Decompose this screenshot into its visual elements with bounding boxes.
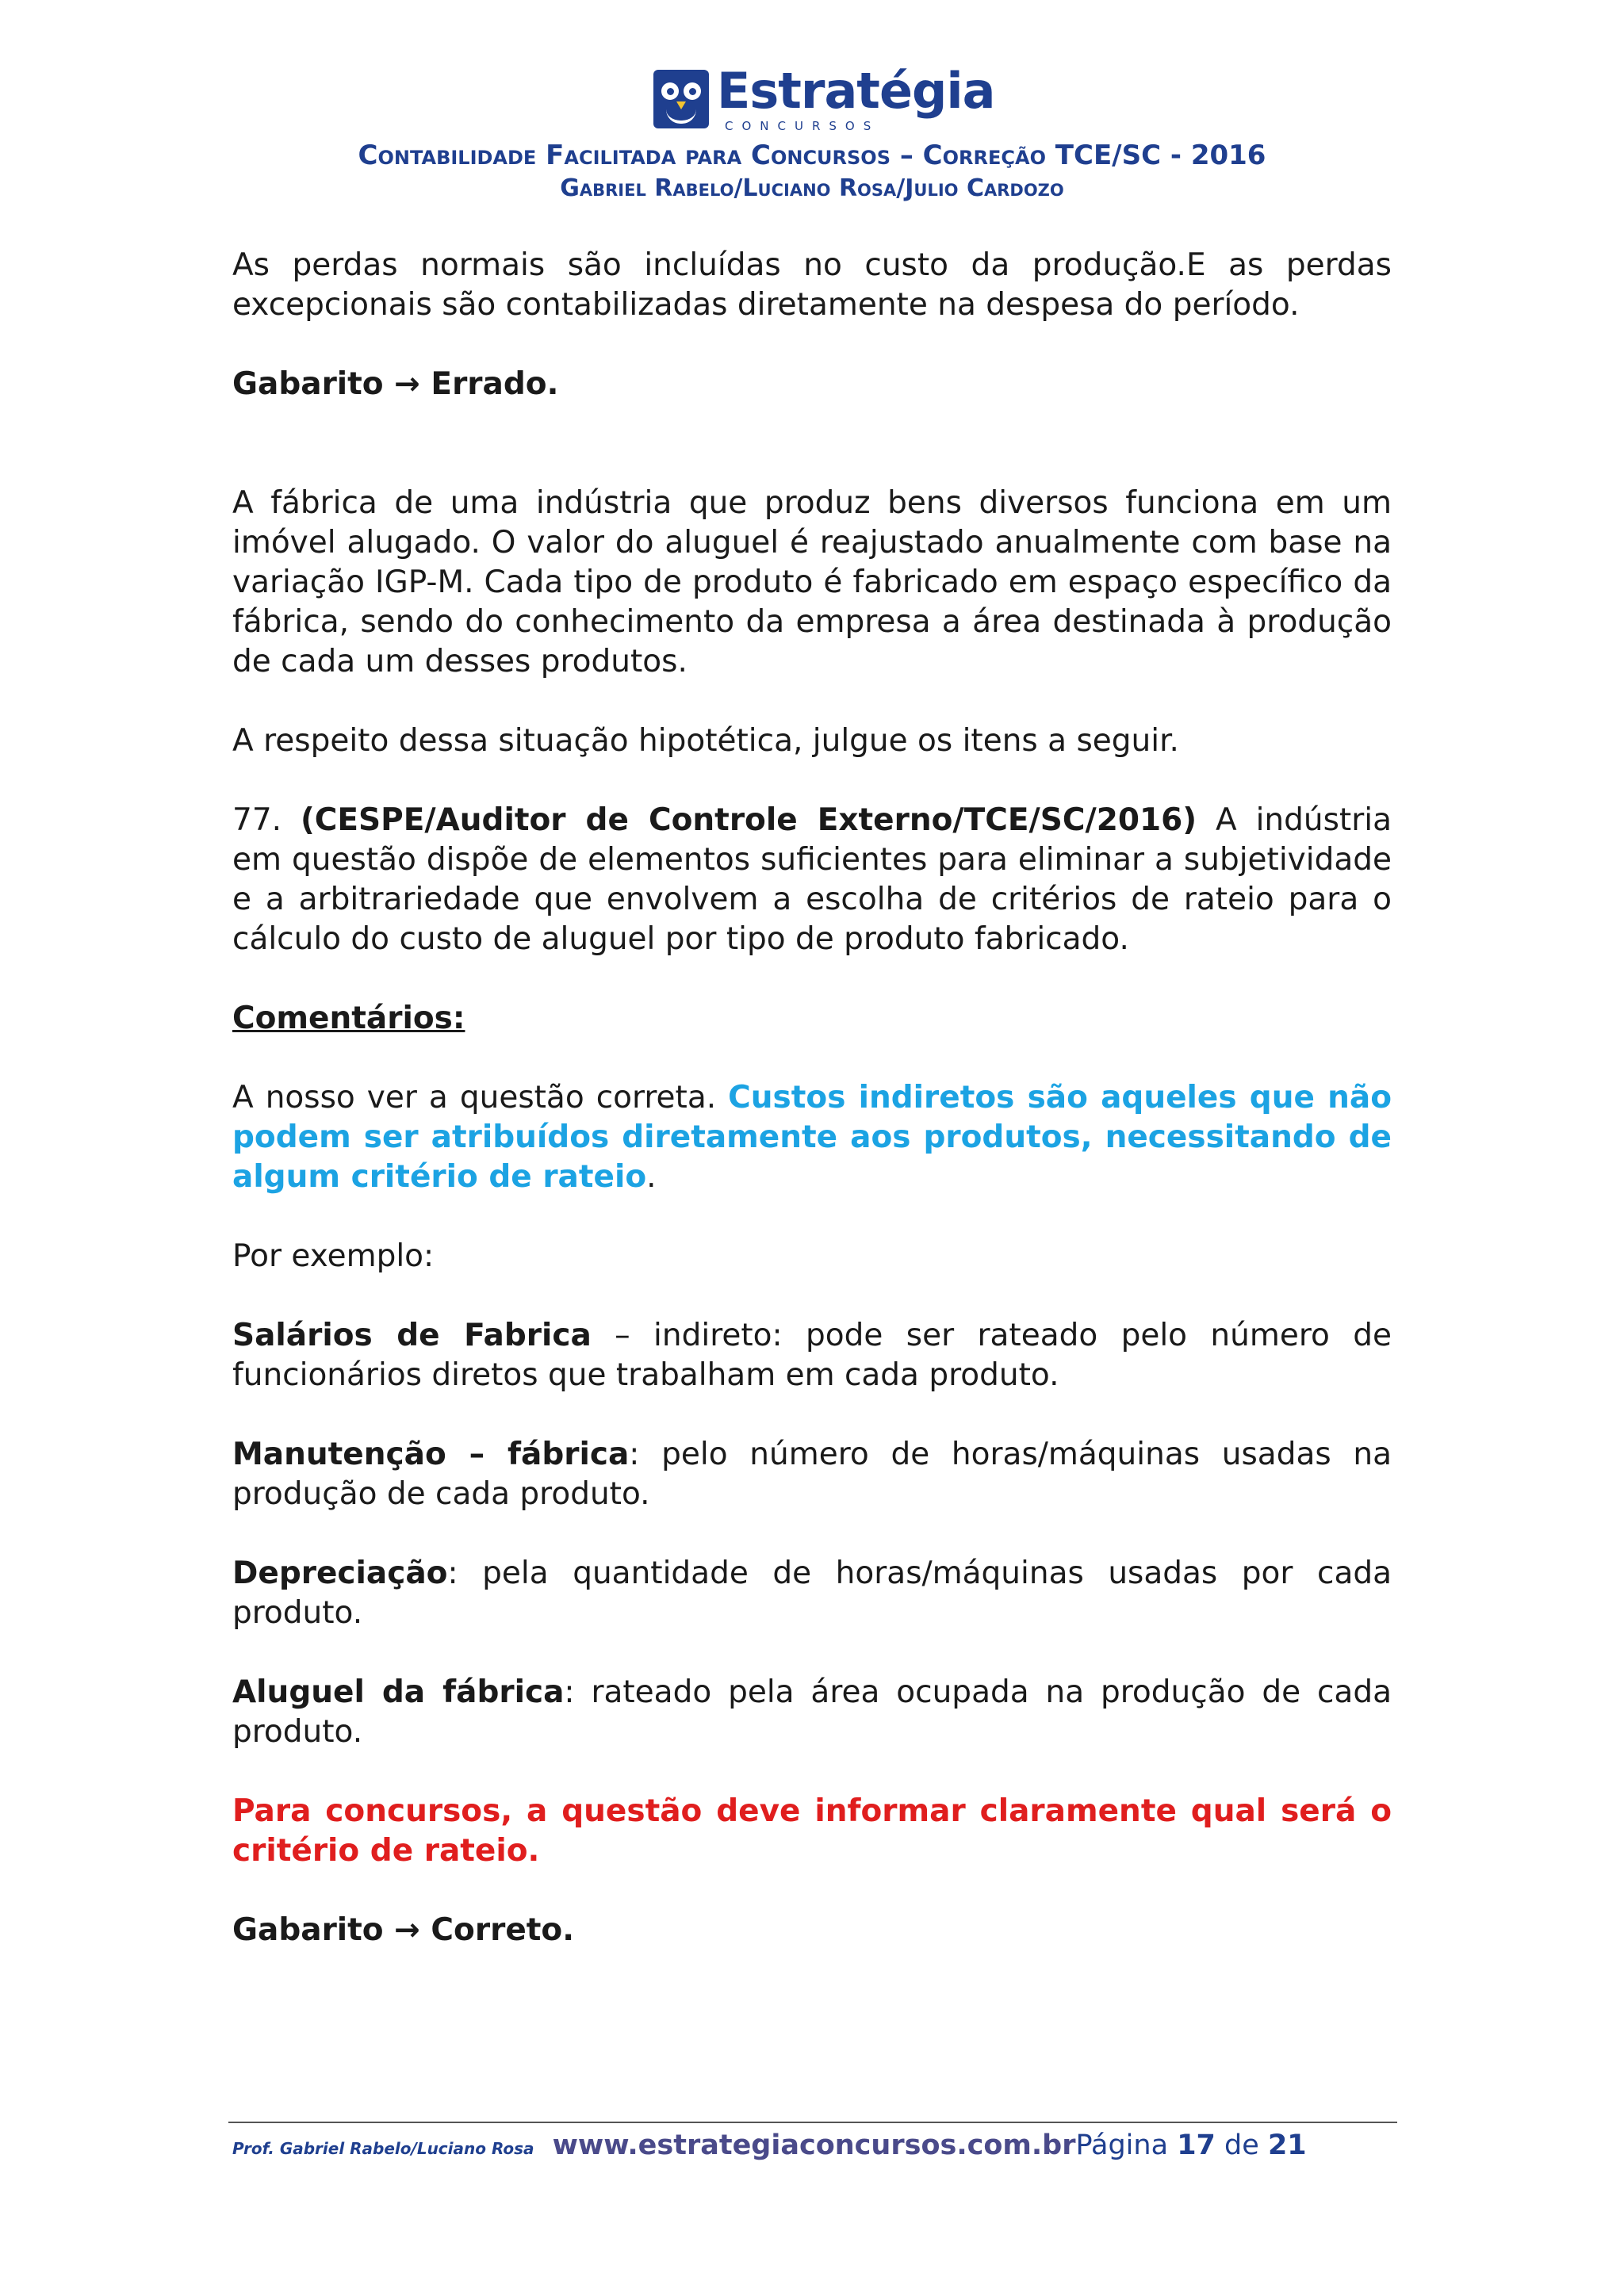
- logo-subtitle: CONCURSOS: [725, 119, 880, 133]
- footer-professor: Prof. Gabriel Rabelo/Luciano Rosa: [232, 2139, 534, 2158]
- question-number: 77.: [232, 802, 282, 838]
- exemplo-label: Por exemplo:: [232, 1238, 435, 1274]
- paragraph-respeito: A respeito dessa situação hipotética, julgue os itens a seguir.: [232, 723, 1179, 759]
- question-77: [232, 801, 1392, 959]
- example-item-salarios: Salários de Fabrica – indireto: pode ser rateado pelo número de funcionários diretos que trabalham em cada produto.: [232, 1318, 1392, 1393]
- question-text: A indústria em questão dispõe de elementos suficientes para eliminar a subjetividade e a arbitrariedade que envolvem a escolha de critérios de rateio para o cálculo do custo de aluguel por tipo de produto fabricado.: [232, 802, 1392, 957]
- example-item-depreciacao: Depreciação: pela quantidade de horas/máquinas usadas por cada produto.: [232, 1556, 1392, 1631]
- logo-brand-text: Estratégia: [717, 62, 995, 120]
- comment-plain: A nosso ver a questão correta.: [232, 1080, 717, 1115]
- example-item-aluguel: Aluguel da fábrica: rateado pela área ocupada na produção de cada produto.: [232, 1674, 1392, 1750]
- comment-paragraph: A nosso ver a questão correta. Custos indiretos são aqueles que não podem ser atribuídos diretamente aos produtos, necessitando de algum critério de rateio.: [232, 1080, 1392, 1195]
- paragraph-perdas: As perdas normais são incluídas no custo da produção.E as perdas excepcionais são contabilizadas diretamente na despesa do período.: [232, 247, 1392, 323]
- comentarios-heading: Comentários:: [232, 1001, 465, 1036]
- footer-divider: [228, 2122, 1397, 2123]
- header-course-title: Contabilidade Facilitada para Concursos – Correção TCE/SC - 2016: [358, 140, 1266, 171]
- comment-highlight: Custos indiretos são aqueles que não podem ser atribuídos diretamente aos produtos, necessitando de algum critério de rateio: [232, 1080, 1392, 1195]
- page-content: [232, 246, 1392, 1990]
- page-indicator: Página 17 de 21: [1075, 2130, 1307, 2161]
- gabarito-correto: Gabarito → Correto.: [232, 1912, 575, 1948]
- page-total: 21: [1267, 2130, 1307, 2161]
- footer-website-link[interactable]: www.estrategiaconcursos.com.br: [552, 2130, 1076, 2161]
- red-note: Para concursos, a questão deve informar claramente qual será o critério de rateio.: [232, 1793, 1392, 1869]
- header-authors: Gabriel Rabelo/Luciano Rosa/Julio Cardozo: [560, 174, 1064, 202]
- page-number: 17: [1177, 2130, 1216, 2161]
- example-item-manutencao: Manutenção – fábrica: pelo número de horas/máquinas usadas na produção de cada produto.: [232, 1437, 1392, 1512]
- question-source: (CESPE/Auditor de Controle Externo/TCE/SC/2016): [300, 802, 1197, 838]
- owl-logo-icon: [653, 70, 709, 128]
- page-footer: [232, 2130, 1398, 2161]
- estrategia-logo: [653, 62, 995, 136]
- gabarito-errado: Gabarito → Errado.: [232, 366, 559, 402]
- paragraph-fabrica: A fábrica de uma indústria que produz bens diversos funciona em um imóvel alugado. O valor do aluguel é reajustado anualmente com base na variação IGP-M. Cada tipo de produto é fabricado em espaço específico da fábrica, sendo do conhecimento da empresa a área destinada à produção de cada um desses produtos.: [232, 485, 1392, 679]
